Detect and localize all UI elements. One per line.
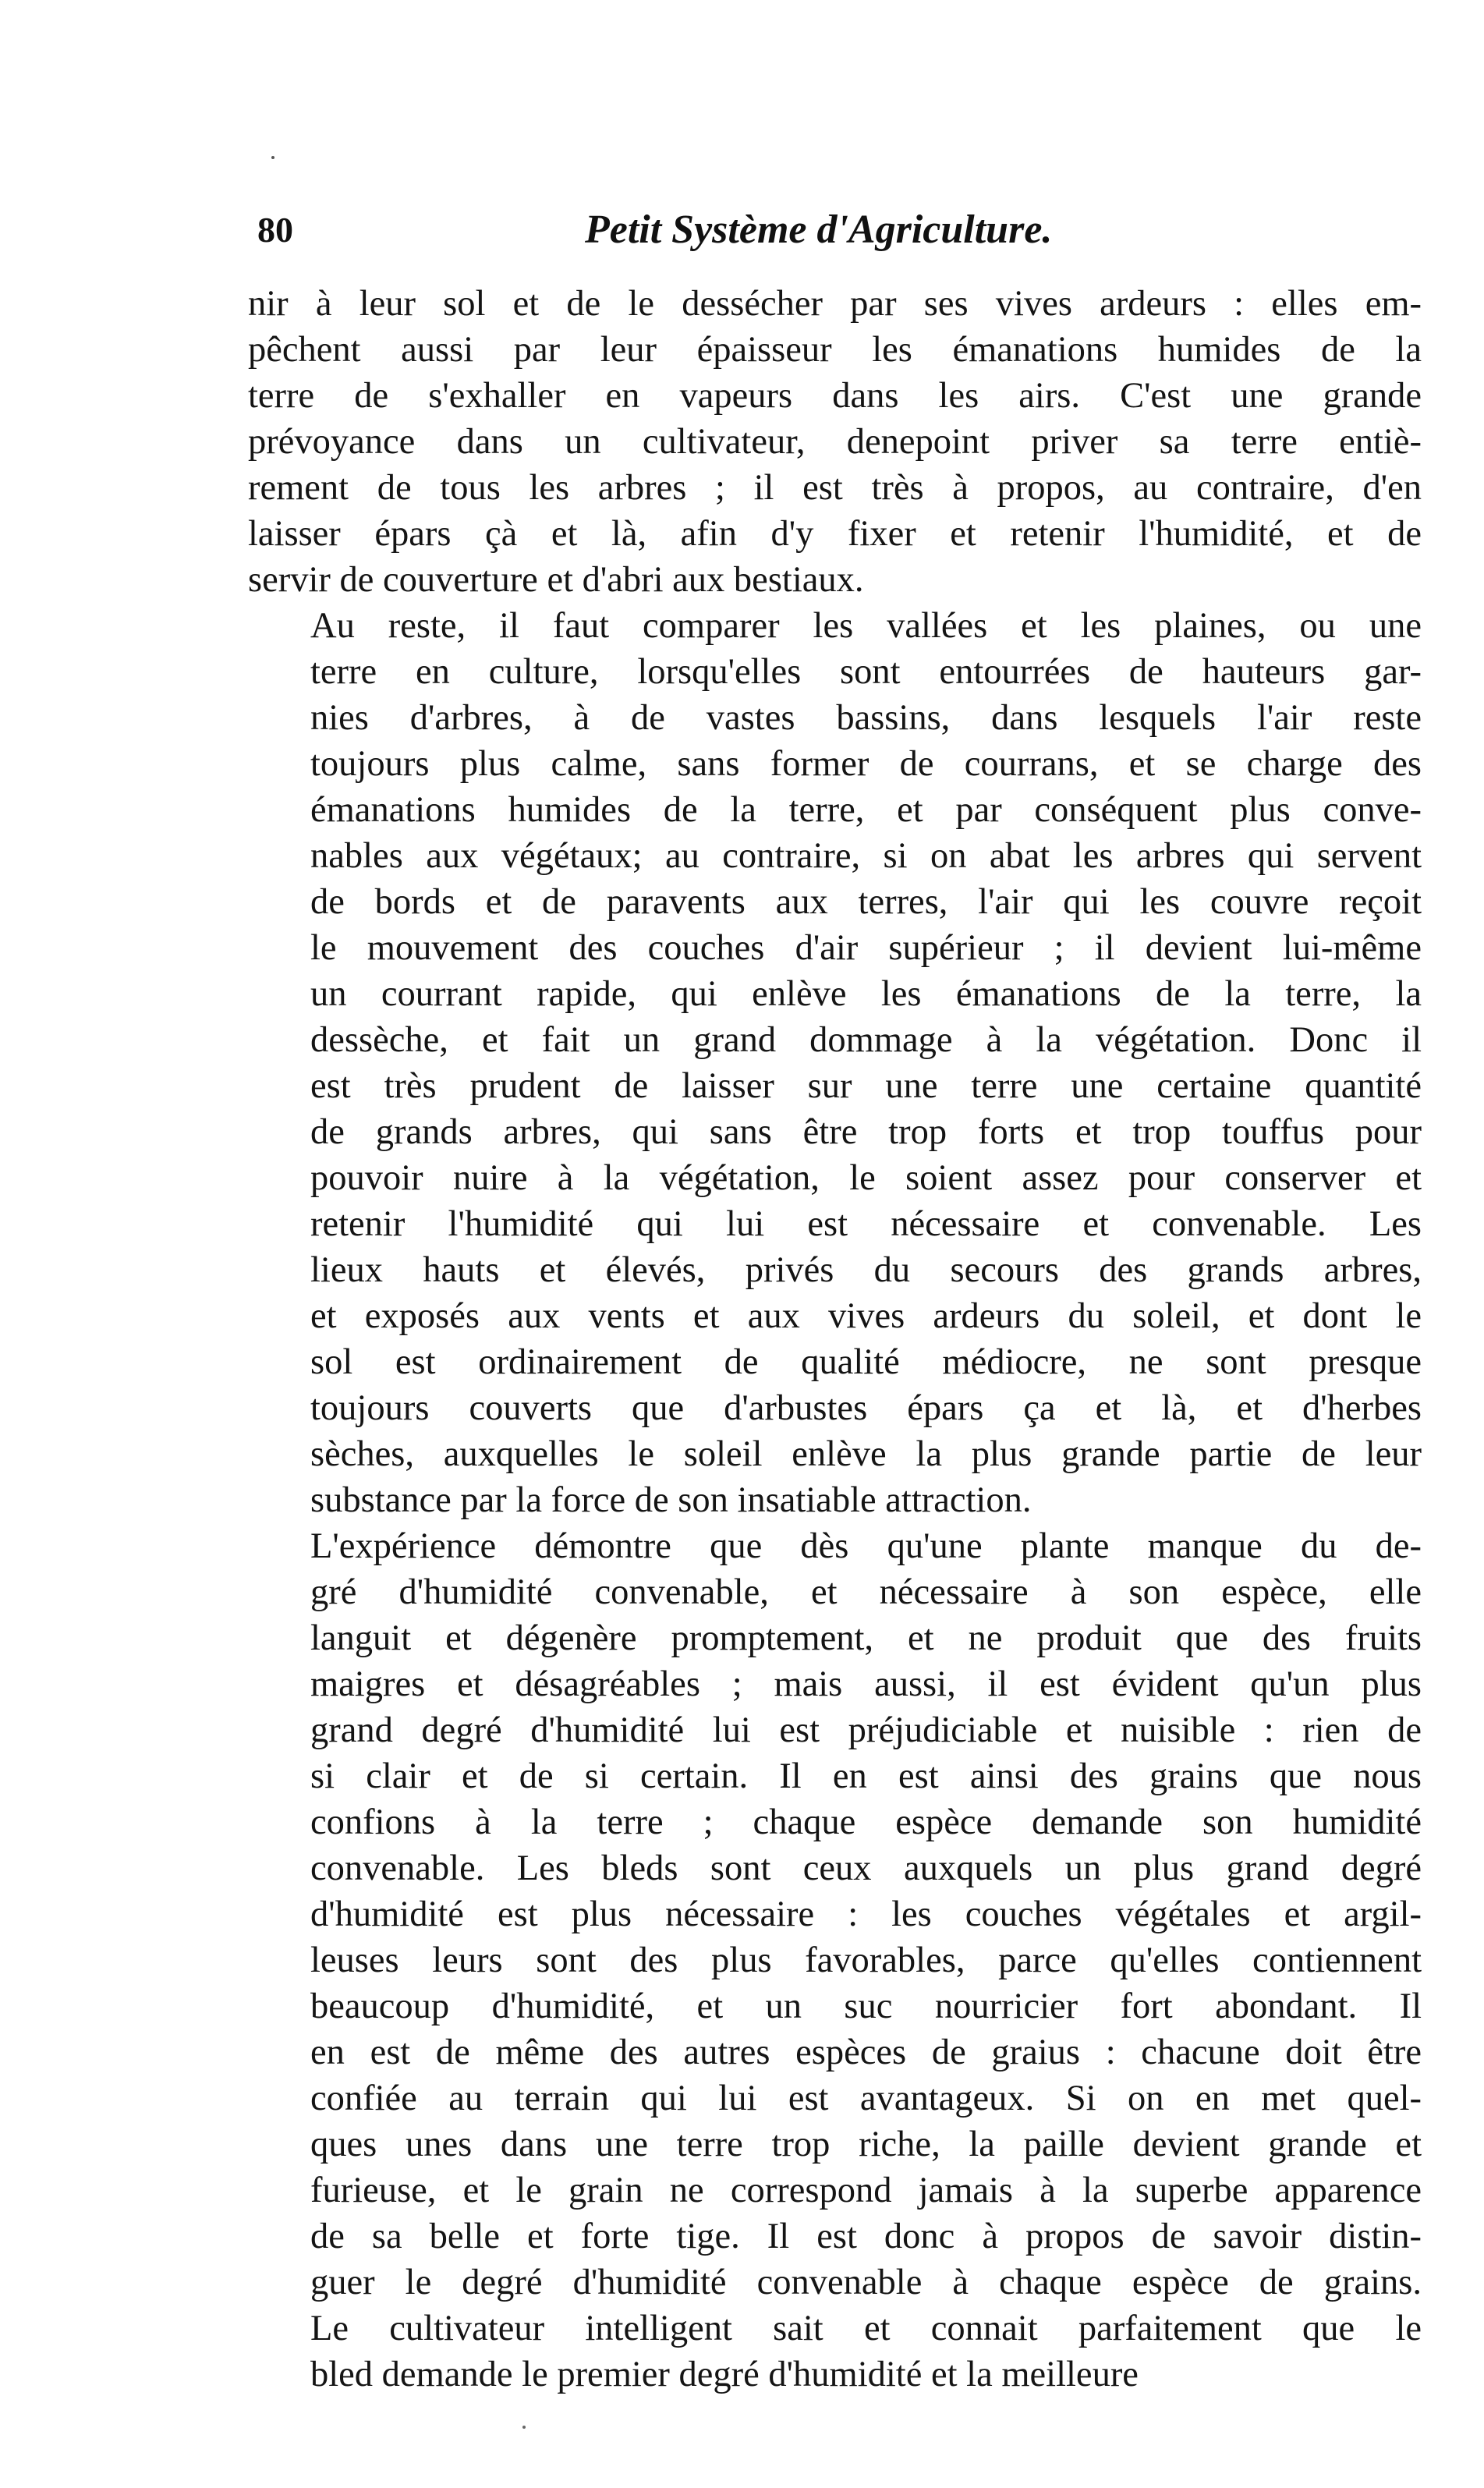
text-line: un courrant rapide, qui enlève les émanations de la terre, la [310,974,1422,1014]
text-line: et exposés aux vents et aux vives ardeurs du soleil, et dont le [310,1296,1422,1336]
text-line: sol est ordinairement de qualité médiocre, ne sont presque [310,1342,1422,1382]
text-line: leuses leurs sont des plus favorables, parce qu'elles contiennent [310,1940,1422,1980]
text-line: de bords et de paravents aux terres, l'air qui les couvre reçoit [310,882,1422,922]
text-line: bled demande le premier degré d'humidité et la meilleure [310,2355,1139,2394]
text-line: maigres et désagréables ; mais aussi, il est évident qu'un plus [310,1664,1422,1704]
text-line: nables aux végétaux; au contraire, si on abat les arbres qui servent [310,836,1422,876]
text-line: laisser épars çà et là, afin d'y fixer et retenir l'humidité, et de [248,514,1422,554]
text-line: L'expérience démontre que dès qu'une plante manque du de- [310,1526,1422,1566]
text-line: confiée au terrain qui lui est avantageux. Si on en met quel- [310,2079,1422,2118]
text-line: est très prudent de laisser sur une terre une certaine quantité [310,1066,1422,1106]
text-line: dessèche, et fait un grand dommage à la végétation. Donc il [310,1020,1422,1060]
text-line: beaucoup d'humidité, et un suc nourricier fort abondant. Il [310,1987,1422,2026]
text-line: furieuse, et le grain ne correspond jamais à la superbe apparence [310,2171,1422,2210]
text-line: pouvoir nuire à la végétation, le soient assez pour conserver et [310,1158,1422,1198]
text-line: Au reste, il faut comparer les vallées et les plaines, ou une [310,606,1422,646]
text-line: si clair et de si certain. Il en est ainsi des grains que nous [310,1756,1422,1796]
text-line: languit et dégenère promptement, et ne produit que des fruits [310,1618,1422,1658]
text-line: lieux hauts et élevés, privés du secours des grands arbres, [310,1250,1422,1290]
running-title: Petit Système d'Agriculture. [585,207,1053,252]
text-line: nir à leur sol et de le dessécher par ses vives ardeurs : elles em- [248,284,1422,324]
text-line: de sa belle et forte tige. Il est donc à propos de savoir distin- [310,2217,1422,2256]
text-line: Le cultivateur intelligent sait et connait parfaitement que le [310,2309,1422,2348]
paper-speck [271,156,274,159]
text-line: émanations humides de la terre, et par conséquent plus conve- [310,790,1422,830]
text-line: grand degré d'humidité lui est préjudiciable et nuisible : rien de [310,1710,1422,1750]
text-line: terre de s'exhaller en vapeurs dans les airs. C'est une grande [248,376,1422,416]
text-line: d'humidité est plus nécessaire : les couches végétales et argil- [310,1894,1422,1934]
paragraph [248,603,1422,1523]
text-line: sèches, auxquelles le soleil enlève la plus grande partie de leur [310,1434,1422,1474]
page-header [257,199,1411,261]
text-line: pêchent aussi par leur épaisseur les émanations humides de la [248,330,1422,370]
paper-speck [522,2426,526,2429]
text-line: rement de tous les arbres ; il est très à propos, au contraire, d'en [248,468,1422,508]
text-line: substance par la force de son insatiable attraction. [310,1480,1032,1520]
text-line: nies d'arbres, à de vastes bassins, dans lesquels l'air reste [310,698,1422,738]
text-line: de grands arbres, qui sans être trop forts et trop touffus pour [310,1112,1422,1152]
text-line: terre en culture, lorsqu'elles sont entourrées de hauteurs gar- [310,652,1422,692]
text-line: servir de couverture et d'abri aux bestiaux. [248,560,864,600]
text-line: toujours couverts que d'arbustes épars ça et là, et d'herbes [310,1388,1422,1428]
text-line: le mouvement des couches d'air supérieur ; il devient lui-même [310,928,1422,968]
text-line: convenable. Les bleds sont ceux auxquels un plus grand degré [310,1848,1422,1888]
text-line: guer le degré d'humidité convenable à chaque espèce de grains. [310,2263,1422,2302]
paragraph [248,1523,1422,2398]
text-line: en est de même des autres espèces de graius : chacune doit être [310,2033,1422,2072]
paragraph [248,281,1422,603]
text-line: retenir l'humidité qui lui est nécessaire et convenable. Les [310,1204,1422,1244]
text-line: gré d'humidité convenable, et nécessaire à son espèce, elle [310,1572,1422,1612]
text-line: toujours plus calme, sans former de courrans, et se charge des [310,744,1422,784]
text-line: prévoyance dans un cultivateur, denepoint priver sa terre entiè- [248,422,1422,462]
body-text [248,281,1422,2398]
page-number: 80 [257,210,293,250]
text-line: ques unes dans une terre trop riche, la paille devient grande et [310,2125,1422,2164]
text-line: confions à la terre ; chaque espèce demande son humidité [310,1802,1422,1842]
